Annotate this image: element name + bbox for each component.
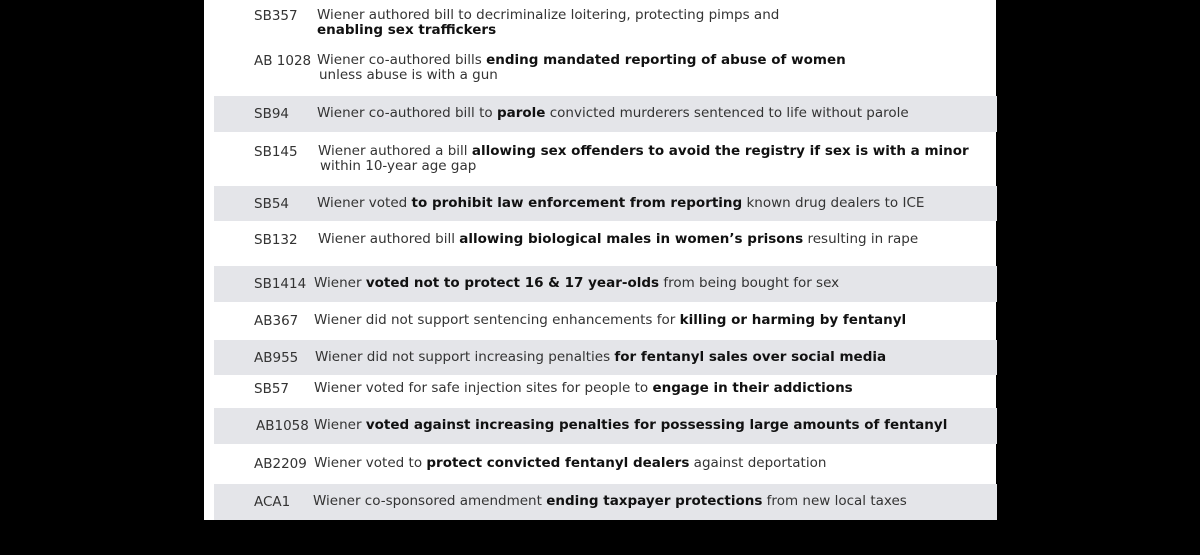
bill-description: Wiener voted for safe injection sites for people to engage in their addictions [314, 380, 853, 396]
bill-code: AB 1028 [254, 53, 312, 69]
bill-description: Wiener authored bill to decriminalize loitering, protecting pimps and enabling sex traffickers [317, 7, 780, 38]
table-row [214, 44, 997, 96]
table-row [214, 484, 997, 520]
bill-code: SB54 [254, 196, 290, 212]
bill-description: Wiener authored bill allowing biological males in women’s prisons resulting in rape [318, 231, 919, 247]
bill-code: ACA1 [254, 494, 291, 510]
bill-code: AB367 [254, 313, 299, 329]
bill-code: SB1414 [254, 276, 307, 292]
bill-code: SB145 [254, 144, 298, 160]
table-row [214, 96, 997, 132]
bill-code: AB955 [254, 350, 299, 366]
bill-code: SB357 [254, 8, 298, 24]
bill-description: Wiener co-sponsored amendment ending taxpayer protections from new local taxes [313, 493, 907, 509]
table-row [214, 186, 997, 221]
bill-code: SB94 [254, 106, 290, 122]
bill-code: AB2209 [254, 456, 307, 472]
table-row [214, 0, 997, 44]
table-row [214, 408, 997, 444]
bill-description: Wiener voted to protect convicted fentanyl dealers against deportation [314, 455, 827, 471]
bill-description: Wiener did not support sentencing enhancements for killing or harming by fentanyl [314, 312, 907, 328]
table-row [214, 266, 997, 302]
table-row [214, 375, 997, 408]
bill-description: Wiener voted to prohibit law enforcement from reporting known drug dealers to ICE [317, 195, 925, 211]
bill-list-panel [204, 0, 996, 520]
bill-code: AB1058 [256, 418, 309, 434]
table-row [214, 302, 997, 340]
bill-description: Wiener co-authored bills ending mandated reporting of abuse of women unless abuse is with a gun [317, 52, 846, 83]
bill-description: Wiener voted against increasing penalties for possessing large amounts of fentanyl [314, 417, 948, 433]
bill-code: SB57 [254, 381, 290, 397]
table-row [214, 340, 997, 375]
bill-code: SB132 [254, 232, 298, 248]
bill-description: Wiener authored a bill allowing sex offenders to avoid the registry if sex is with a minor within 10-year age gap [318, 143, 969, 174]
table-row [214, 221, 997, 265]
bill-description: Wiener co-authored bill to parole convicted murderers sentenced to life without parole [317, 105, 909, 121]
bill-description: Wiener voted not to protect 16 & 17 year-olds from being bought for sex [314, 275, 840, 291]
table-row [214, 132, 997, 184]
table-row [214, 444, 997, 484]
bill-description: Wiener did not support increasing penalties for fentanyl sales over social media [315, 349, 887, 365]
